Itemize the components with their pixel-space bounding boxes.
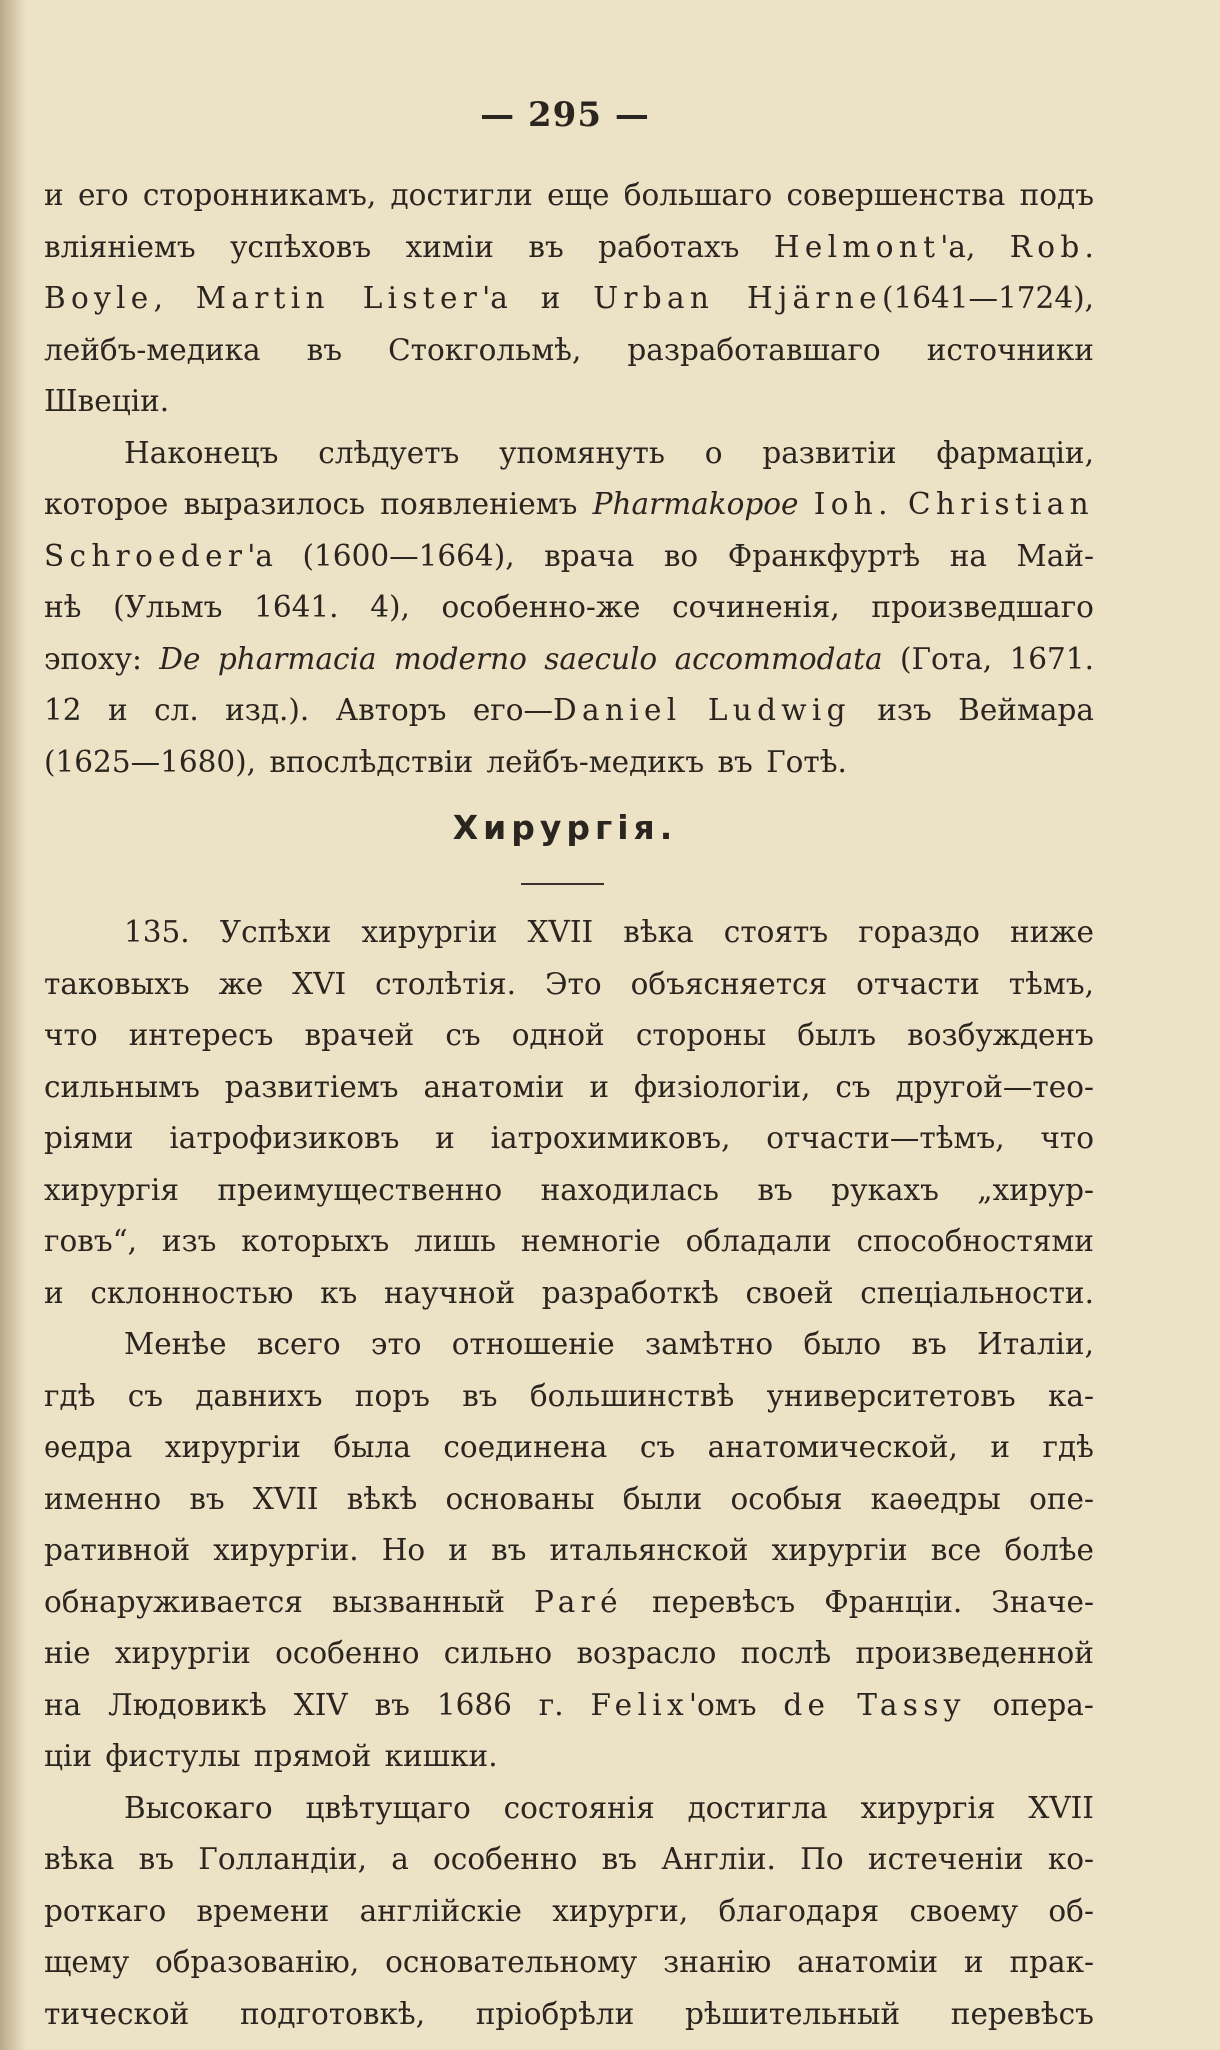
text-line: 12 и сл. изд.). Авторъ его—Daniel Ludwig изъ Веймара xyxy=(44,693,1094,727)
text-line: Высокаго цвѣтущаго состоянія достигла хирургія XVII xyxy=(124,1790,1094,1825)
text-line: (1625—1680), впослѣдствіи лейбъ-медикъ въ Готѣ. xyxy=(44,744,847,779)
text-line: ціи фистулы прямой кишки. xyxy=(44,1739,498,1773)
text-line: 135. Успѣхи хирургіи XVII вѣка стоятъ гораздо ниже xyxy=(124,915,1094,949)
text-line: ніе хирургіи особенно сильно возрасло послѣ произведенной xyxy=(44,1636,1094,1670)
text-line: сильнымъ развитіемъ анатоміи и физіологіи, съ другой—тео- xyxy=(44,1069,1094,1104)
text-block-surgery xyxy=(44,907,1094,2040)
text-line: Наконецъ слѣдуетъ упомянуть о развитіи фармаціи, xyxy=(124,435,1094,470)
text-line: Швеціи. xyxy=(44,384,170,418)
text-line: ѳедра хирургіи была соединена съ анатомической, и гдѣ xyxy=(44,1430,1094,1464)
text-line: ративной хирургіи. Но и въ итальянской хирургіи все болѣе xyxy=(44,1533,1094,1567)
text-line: Schroeder'a (1600—1664), врача во Франкфуртѣ на Май- xyxy=(44,538,1094,573)
text-line: именно въ XVII вѣкѣ основаны были особыя каѳедры опе- xyxy=(44,1481,1094,1516)
text-line: которое выразилось появленіемъ Pharmakopoe Ioh. Christian xyxy=(44,487,1094,521)
heading-divider xyxy=(521,883,604,885)
text-line: эпоху: De pharmacia moderno saeculo accommodata (Гота, 1671. xyxy=(44,641,1094,676)
text-line: хирургія преимущественно находилась въ рукахъ „хирур- xyxy=(44,1172,1094,1207)
text-line: щему образованію, основательному знанію анатоміи и прак- xyxy=(44,1945,1094,1979)
text-line: вѣка въ Голландіи, а особенно въ Англіи. По истеченіи ко- xyxy=(44,1842,1094,1876)
text-line: на Людовикѣ XIV въ 1686 г. Felix'омъ de Tassy опера- xyxy=(44,1687,1094,1722)
text-line: что интересъ врачей съ одной стороны былъ возбужденъ xyxy=(44,1018,1094,1052)
text-line: обнаруживается вызванный Paré перевѣсъ Франціи. Значе- xyxy=(44,1584,1094,1619)
section-heading: Хирургія. xyxy=(452,808,678,847)
text-line: и его сторонникамъ, достигли еще большаго совершенства подъ xyxy=(44,178,1094,212)
text-line: гдѣ съ давнихъ поръ въ большинствѣ университетовъ ка- xyxy=(44,1378,1094,1413)
text-line: нѣ (Ульмъ 1641. 4), особенно-же сочиненія, произведшаго xyxy=(44,590,1094,624)
text-line: ріями іатрофизиковъ и іатрохимиковъ, отчасти—тѣмъ, что xyxy=(44,1121,1094,1155)
text-line: вліяніемъ успѣховъ химіи въ работахъ Helmont'a, Rob. xyxy=(44,229,1094,264)
text-line: Boyle, Martin Lister'a и Urban Hjärne(1641—1724), xyxy=(44,281,1094,315)
text-line: роткаго времени англійскіе хирурги, благодаря своему об- xyxy=(44,1893,1094,1928)
text-block-intro xyxy=(44,170,1094,788)
text-line: таковыхъ же XVI столѣтія. Это объясняется отчасти тѣмъ, xyxy=(44,966,1094,1001)
page-number: — 295 — xyxy=(480,95,650,135)
text-line: Менѣе всего это отношеніе замѣтно было въ Италіи, xyxy=(124,1327,1094,1361)
text-line: говъ“, изъ которыхъ лишь немногіе обладали способностями xyxy=(44,1224,1094,1258)
text-line: и склонностью къ научной разработкѣ своей спеціальности. xyxy=(44,1275,1094,1310)
text-line: лейбъ-медика въ Стокгольмѣ, разработавшаго источники xyxy=(44,332,1094,367)
text-line: тической подготовкѣ, пріобрѣли рѣшительный перевѣсъ xyxy=(44,1996,1094,2031)
